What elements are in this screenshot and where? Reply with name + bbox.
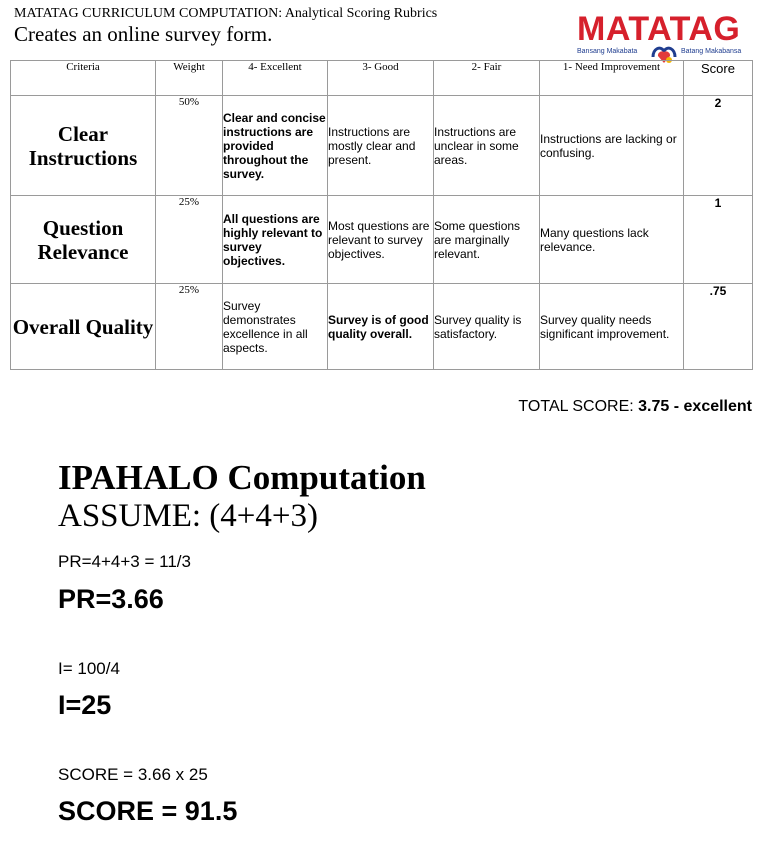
ipahalo-title: IPAHALO Computation [58, 458, 426, 497]
need-improvement-cell: Survey quality needs significant improvement. [540, 284, 684, 370]
pr-formula: PR=4+4+3 = 11/3 [58, 552, 191, 571]
header-good: 3- Good [328, 61, 434, 96]
table-row [11, 284, 753, 370]
document-subtitle: MATATAG CURRICULUM COMPUTATION: Analytical Scoring Rubrics [14, 6, 438, 21]
need-improvement-cell: Instructions are lacking or confusing. [540, 96, 684, 196]
header-score: Score [684, 61, 753, 96]
weight-cell: 25% [156, 284, 223, 370]
score-cell: .75 [684, 284, 753, 370]
criteria-cell: Question Relevance [11, 196, 156, 284]
criteria-cell: Overall Quality [11, 284, 156, 370]
table-row [11, 196, 753, 284]
excellent-cell: Survey demonstrates excellence in all aspects. [223, 284, 328, 370]
table-row [11, 96, 753, 196]
score-cell: 2 [684, 96, 753, 196]
good-cell: Most questions are relevant to survey objectives. [328, 196, 434, 284]
header-criteria: Criteria [11, 61, 156, 96]
rubric-table [10, 60, 753, 370]
pr-result: PR=3.66 [58, 584, 164, 614]
weight-cell: 25% [156, 196, 223, 284]
fair-cell: Instructions are unclear in some areas. [434, 96, 540, 196]
total-score [518, 398, 752, 416]
logo-wordmark: MATATAG [577, 10, 741, 48]
fair-cell: Some questions are marginally relevant. [434, 196, 540, 284]
ipahalo-assume: ASSUME: (4+4+3) [58, 498, 318, 534]
weight-cell: 50% [156, 96, 223, 196]
good-cell: Instructions are mostly clear and present. [328, 96, 434, 196]
score-result: SCORE = 91.5 [58, 796, 238, 826]
excellent-cell: Clear and concise instructions are provided throughout the survey. [223, 96, 328, 196]
good-cell: Survey is of good quality overall. [328, 284, 434, 370]
score-formula: SCORE = 3.66 x 25 [58, 765, 208, 784]
i-result: I=25 [58, 690, 112, 720]
rubric-header-row [11, 61, 753, 96]
need-improvement-cell: Many questions lack relevance. [540, 196, 684, 284]
logo-tagline-right: Batang Makabansa [681, 48, 742, 55]
score-cell: 1 [684, 196, 753, 284]
total-score-value: 3.75 - excellent [638, 398, 752, 415]
header-excellent: 4- Excellent [223, 61, 328, 96]
matatag-logo [577, 10, 752, 66]
header-fair: 2- Fair [434, 61, 540, 96]
criteria-cell: Clear Instructions [11, 96, 156, 196]
excellent-cell: All questions are highly relevant to survey objectives. [223, 196, 328, 284]
logo-tagline-left: Bansang Makabata [577, 48, 638, 55]
i-formula: I= 100/4 [58, 659, 120, 678]
header-need-improvement: 1- Need Improvement [540, 61, 684, 96]
header-weight: Weight [156, 61, 223, 96]
total-score-label: TOTAL SCORE: [518, 398, 634, 415]
fair-cell: Survey quality is satisfactory. [434, 284, 540, 370]
task-title: Creates an online survey form. [14, 22, 273, 46]
